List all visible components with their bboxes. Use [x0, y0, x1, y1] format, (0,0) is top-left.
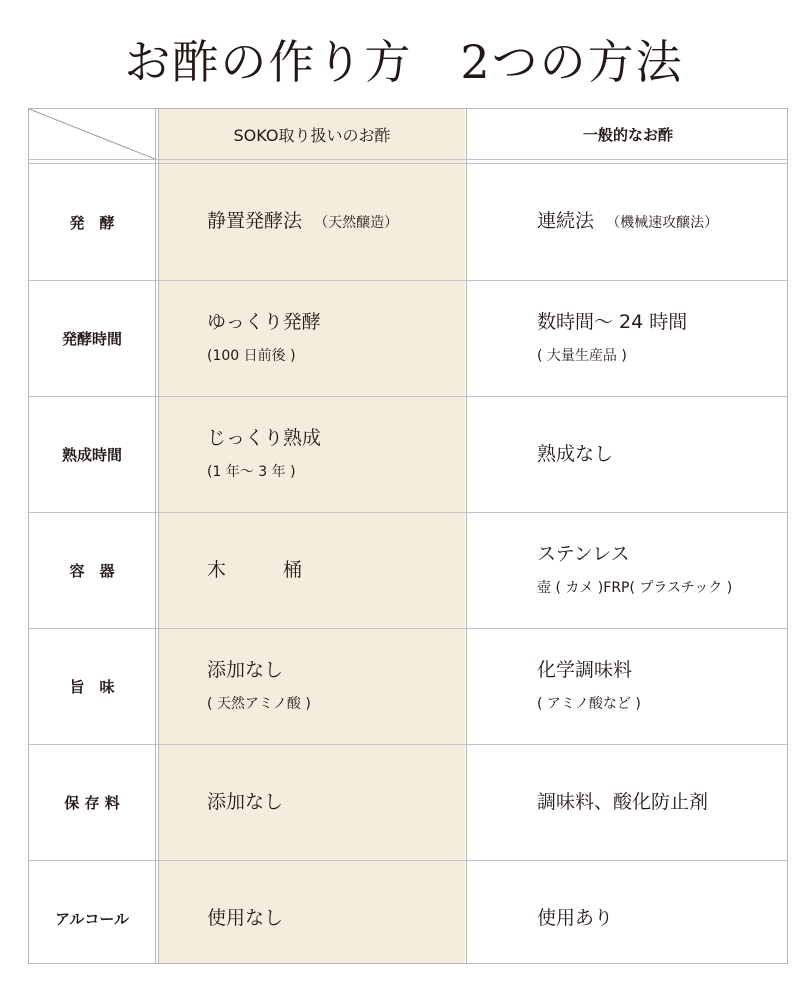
general-main-note: （機械速攻醸法） [606, 215, 719, 231]
general-main-text [537, 658, 789, 682]
general-main-text [537, 790, 789, 814]
soko-cell [159, 744, 465, 860]
general-main-value: 熟成なし [537, 443, 614, 465]
table-row [29, 164, 787, 280]
soko-cell [159, 860, 465, 976]
row-label: 容 器 [69, 561, 115, 580]
soko-main-text [207, 658, 465, 682]
soko-cell [159, 512, 465, 628]
soko-main-value: 添加なし [207, 791, 284, 813]
general-main-text [537, 906, 789, 930]
soko-sub-text: ( 天然アミノ酸 ) [207, 696, 311, 712]
row-label: 発酵時間 [61, 329, 122, 348]
soko-main-text [207, 310, 465, 334]
soko-sub-text: (100 日前後 ) [207, 348, 296, 364]
soko-main-text [207, 426, 465, 450]
soko-main-value: 添加なし [207, 659, 284, 681]
soko-main-value: 静置発酵法 [207, 210, 303, 232]
general-sub-text: ( アミノ酸など ) [537, 696, 641, 712]
general-main-value: 調味料、酸化防止剤 [537, 791, 709, 813]
soko-cell [159, 396, 465, 512]
soko-main-text [207, 558, 465, 582]
page-title: お酢の作り方 2つの方法 [124, 35, 684, 89]
general-cell [467, 280, 789, 396]
general-cell [467, 512, 789, 628]
row-label: アルコール [54, 909, 130, 928]
row-label: 発 酵 [69, 213, 115, 232]
general-main-value: 使用あり [537, 907, 614, 929]
general-cell [467, 628, 789, 744]
soko-cell [159, 280, 465, 396]
general-main-value: 連続法 [537, 210, 595, 232]
soko-main-text [207, 209, 465, 235]
soko-main-value: 使用なし [207, 907, 284, 929]
general-cell [467, 164, 789, 280]
general-main-text [537, 442, 789, 466]
row-label: 旨 味 [69, 677, 115, 696]
general-sub-text: 壺 ( カメ )FRP( プラスチック ) [537, 580, 733, 596]
table-row [29, 628, 787, 744]
soko-main-value: 木 桶 [207, 559, 303, 581]
general-cell [467, 744, 789, 860]
general-main-value: 化学調味料 [537, 659, 633, 681]
general-main-text [537, 209, 789, 235]
row-label: 熟成時間 [61, 445, 122, 464]
general-sub-text: ( 大量生産品 ) [537, 348, 627, 364]
soko-sub-text: (1 年～ 3 年 ) [207, 464, 296, 480]
soko-main-text [207, 906, 465, 930]
general-main-value: 数時間～ 24 時間 [537, 311, 688, 333]
table-row [29, 512, 787, 628]
row-label: 保 存 料 [64, 793, 120, 812]
table-row [29, 744, 787, 860]
header-general: 一般的なお酢 [582, 125, 673, 144]
soko-main-text [207, 790, 465, 814]
corner-diagonal [29, 109, 155, 159]
comparison-table [28, 108, 788, 964]
soko-main-value: じっくり熟成 [207, 427, 322, 449]
header-soko: SOKO取り扱いのお酢 [233, 125, 391, 145]
general-cell [467, 396, 789, 512]
soko-cell [159, 164, 465, 280]
soko-main-note: （天然醸造） [314, 215, 399, 231]
general-main-text [537, 542, 789, 566]
general-main-text [537, 310, 789, 334]
soko-cell [159, 628, 465, 744]
soko-main-value: ゆっくり発酵 [207, 311, 321, 333]
table-row [29, 280, 787, 396]
header-divider [29, 159, 787, 160]
table-row [29, 396, 787, 512]
table-row [29, 860, 787, 976]
general-main-value: ステンレス [537, 543, 630, 565]
general-cell [467, 860, 789, 976]
